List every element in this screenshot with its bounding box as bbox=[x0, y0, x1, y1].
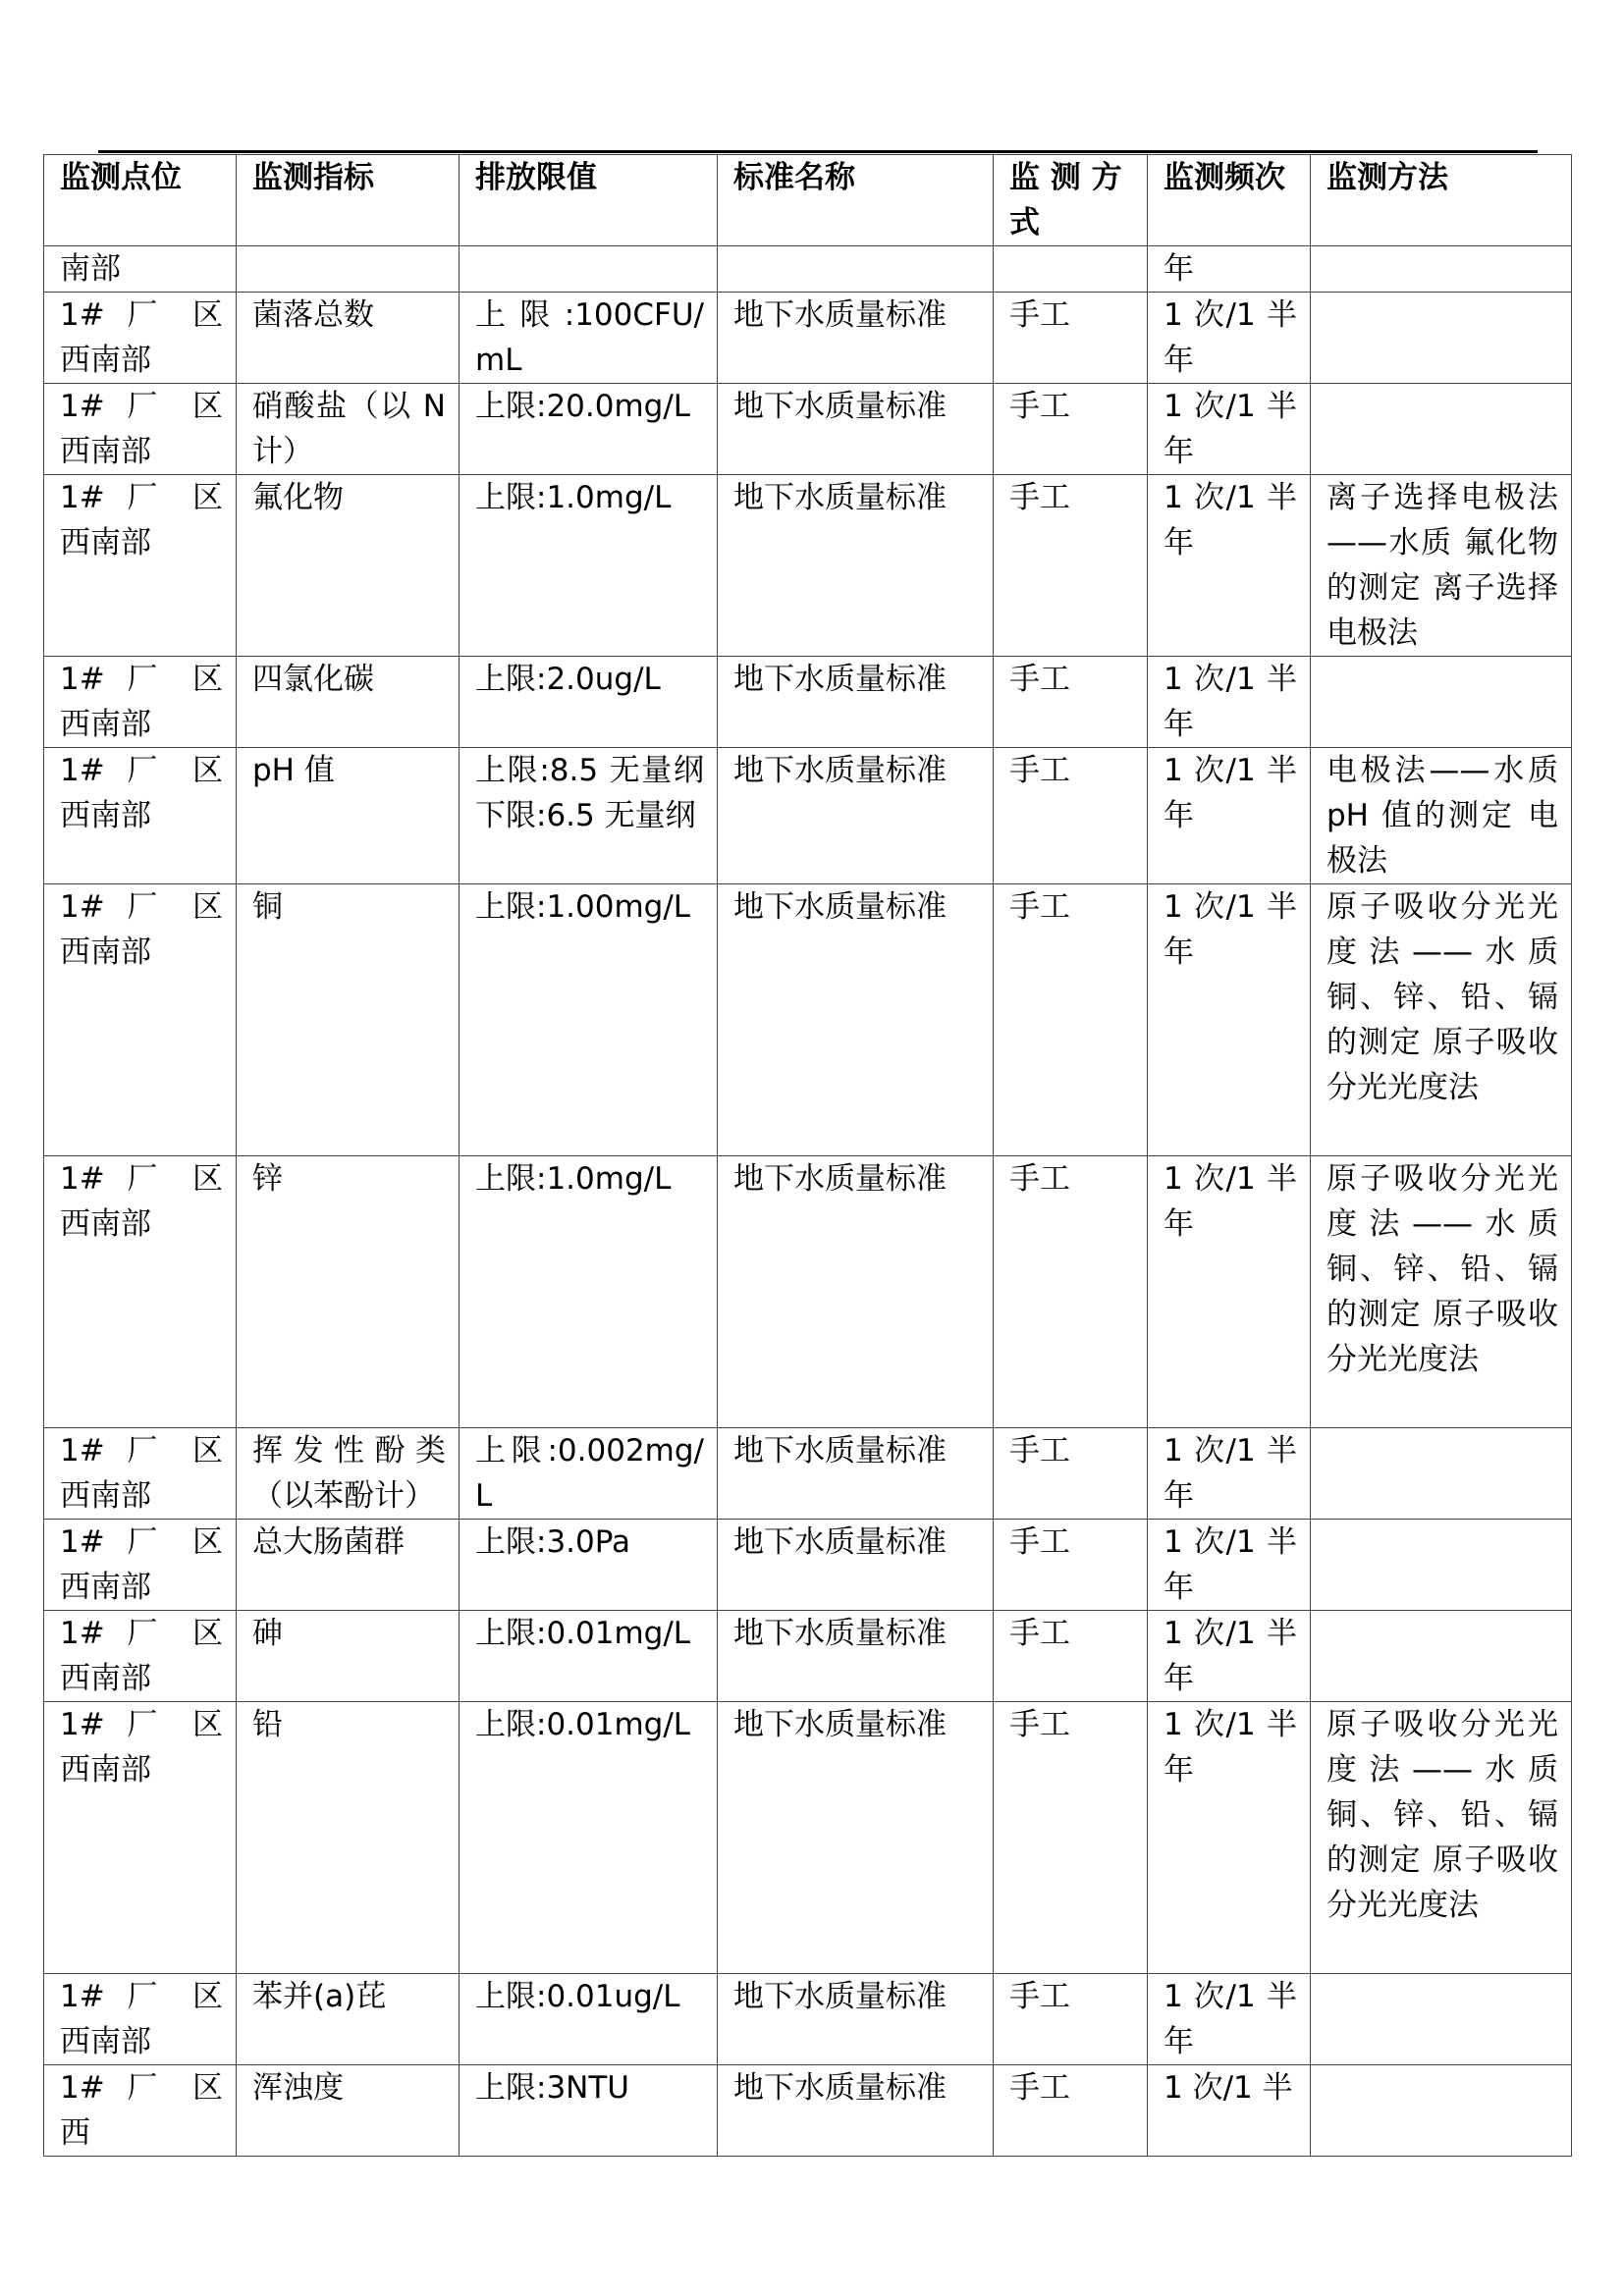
cell-indicator: 砷 bbox=[237, 1611, 460, 1702]
cell-standard: 地下水质量标准 bbox=[718, 657, 994, 748]
table-row bbox=[44, 2065, 1572, 2157]
cell-limit: 上限:20.0mg/L bbox=[460, 384, 718, 475]
cell-limit: 上限:8.5 无量纲 下限:6.5 无量纲 bbox=[460, 748, 718, 884]
table-row bbox=[44, 1156, 1572, 1428]
cell-mode: 手工 bbox=[994, 657, 1148, 748]
cell-mode: 手工 bbox=[994, 2065, 1148, 2157]
cell-method bbox=[1311, 1974, 1572, 2065]
cell-location: 1# 厂 区 西 bbox=[44, 2065, 237, 2157]
table-row bbox=[44, 246, 1572, 293]
cell-limit: 上限:3.0Pa bbox=[460, 1520, 718, 1611]
table-row bbox=[44, 1428, 1572, 1520]
cell-limit: 上限:100CFU/mL bbox=[460, 293, 718, 384]
header-indicator: 监测指标 bbox=[237, 155, 460, 246]
cell-standard: 地下水质量标准 bbox=[718, 2065, 994, 2157]
cell-frequency: 1 次/1 半年 bbox=[1148, 384, 1311, 475]
header-standard: 标准名称 bbox=[718, 155, 994, 246]
cell-indicator: 挥发性酚类（以苯酚计） bbox=[237, 1428, 460, 1520]
cell-standard bbox=[718, 246, 994, 293]
cell-location: 1# 厂 区 西南部 bbox=[44, 293, 237, 384]
cell-location: 1# 厂 区 西南部 bbox=[44, 1156, 237, 1428]
cell-frequency: 1 次/1 半 bbox=[1148, 2065, 1311, 2157]
cell-frequency: 1 次/1 半年 bbox=[1148, 657, 1311, 748]
cell-frequency: 1 次/1 半年 bbox=[1148, 748, 1311, 884]
cell-standard: 地下水质量标准 bbox=[718, 1428, 994, 1520]
cell-limit: 上限:0.01ug/L bbox=[460, 1974, 718, 2065]
top-rule bbox=[98, 150, 1538, 153]
cell-standard: 地下水质量标准 bbox=[718, 1702, 994, 1974]
cell-indicator: 菌落总数 bbox=[237, 293, 460, 384]
cell-method bbox=[1311, 1611, 1572, 1702]
cell-method bbox=[1311, 2065, 1572, 2157]
table-row bbox=[44, 1702, 1572, 1974]
table-row bbox=[44, 1974, 1572, 2065]
cell-method bbox=[1311, 293, 1572, 384]
cell-mode: 手工 bbox=[994, 1428, 1148, 1520]
cell-location: 1# 厂 区 西南部 bbox=[44, 475, 237, 657]
cell-standard: 地下水质量标准 bbox=[718, 1611, 994, 1702]
cell-mode: 手工 bbox=[994, 1156, 1148, 1428]
header-frequency: 监测频次 bbox=[1148, 155, 1311, 246]
cell-method bbox=[1311, 246, 1572, 293]
header-row bbox=[44, 155, 1572, 246]
cell-standard: 地下水质量标准 bbox=[718, 748, 994, 884]
table-row bbox=[44, 1611, 1572, 1702]
cell-limit: 上限:3NTU bbox=[460, 2065, 718, 2157]
cell-frequency: 1 次/1 半年 bbox=[1148, 1611, 1311, 1702]
cell-standard: 地下水质量标准 bbox=[718, 293, 994, 384]
cell-mode: 手工 bbox=[994, 1611, 1148, 1702]
cell-frequency: 1 次/1 半年 bbox=[1148, 1428, 1311, 1520]
cell-indicator: pH 值 bbox=[237, 748, 460, 884]
cell-mode: 手工 bbox=[994, 293, 1148, 384]
cell-indicator bbox=[237, 246, 460, 293]
cell-indicator: 四氯化碳 bbox=[237, 657, 460, 748]
cell-indicator: 浑浊度 bbox=[237, 2065, 460, 2157]
cell-mode: 手工 bbox=[994, 884, 1148, 1156]
cell-indicator: 硝酸盐（以 N 计） bbox=[237, 384, 460, 475]
cell-method bbox=[1311, 1520, 1572, 1611]
cell-location: 1# 厂 区 西南部 bbox=[44, 1428, 237, 1520]
header-limit: 排放限值 bbox=[460, 155, 718, 246]
cell-method: 离子选择电极法——水质 氟化物的测定 离子选择电极法 bbox=[1311, 475, 1572, 657]
cell-location: 1# 厂 区 西南部 bbox=[44, 884, 237, 1156]
cell-standard: 地下水质量标准 bbox=[718, 384, 994, 475]
cell-location: 南部 bbox=[44, 246, 237, 293]
table-row bbox=[44, 475, 1572, 657]
cell-frequency: 1 次/1 半年 bbox=[1148, 1702, 1311, 1974]
cell-location: 1# 厂 区 西南部 bbox=[44, 748, 237, 884]
table-row bbox=[44, 748, 1572, 884]
monitoring-table bbox=[43, 154, 1572, 2157]
cell-method bbox=[1311, 657, 1572, 748]
cell-location: 1# 厂 区 西南部 bbox=[44, 1520, 237, 1611]
cell-frequency: 1 次/1 半年 bbox=[1148, 884, 1311, 1156]
cell-frequency: 1 次/1 半年 bbox=[1148, 293, 1311, 384]
cell-indicator: 锌 bbox=[237, 1156, 460, 1428]
cell-mode: 手工 bbox=[994, 748, 1148, 884]
cell-location: 1# 厂 区 西南部 bbox=[44, 1611, 237, 1702]
cell-location: 1# 厂 区 西南部 bbox=[44, 1974, 237, 2065]
cell-limit: 上限:0.002mg/L bbox=[460, 1428, 718, 1520]
cell-standard: 地下水质量标准 bbox=[718, 1974, 994, 2065]
cell-standard: 地下水质量标准 bbox=[718, 1156, 994, 1428]
cell-indicator: 铜 bbox=[237, 884, 460, 1156]
table-row bbox=[44, 884, 1572, 1156]
table-row bbox=[44, 384, 1572, 475]
cell-frequency: 年 bbox=[1148, 246, 1311, 293]
cell-mode bbox=[994, 246, 1148, 293]
cell-standard: 地下水质量标准 bbox=[718, 475, 994, 657]
cell-standard: 地下水质量标准 bbox=[718, 1520, 994, 1611]
cell-frequency: 1 次/1 半年 bbox=[1148, 1520, 1311, 1611]
cell-location: 1# 厂 区 西南部 bbox=[44, 1702, 237, 1974]
cell-mode: 手工 bbox=[994, 1702, 1148, 1974]
cell-method bbox=[1311, 384, 1572, 475]
cell-limit: 上限:1.0mg/L bbox=[460, 1156, 718, 1428]
cell-method bbox=[1311, 1428, 1572, 1520]
cell-method: 原子吸收分光光度法——水质 铜、锌、铅、镉的测定 原子吸收分光光度法 bbox=[1311, 1156, 1572, 1428]
cell-indicator: 氟化物 bbox=[237, 475, 460, 657]
cell-limit bbox=[460, 246, 718, 293]
cell-limit: 上限:0.01mg/L bbox=[460, 1611, 718, 1702]
cell-method: 原子吸收分光光度法——水质 铜、锌、铅、镉的测定 原子吸收分光光度法 bbox=[1311, 1702, 1572, 1974]
cell-frequency: 1 次/1 半年 bbox=[1148, 1156, 1311, 1428]
cell-location: 1# 厂 区 西南部 bbox=[44, 657, 237, 748]
header-location: 监测点位 bbox=[44, 155, 237, 246]
cell-method: 原子吸收分光光度法——水质 铜、锌、铅、镉的测定 原子吸收分光光度法 bbox=[1311, 884, 1572, 1156]
cell-limit: 上限:2.0ug/L bbox=[460, 657, 718, 748]
cell-frequency: 1 次/1 半年 bbox=[1148, 475, 1311, 657]
header-method: 监测方法 bbox=[1311, 155, 1572, 246]
cell-limit: 上限:0.01mg/L bbox=[460, 1702, 718, 1974]
table-row bbox=[44, 1520, 1572, 1611]
cell-indicator: 铅 bbox=[237, 1702, 460, 1974]
header-mode: 监 测 方式 bbox=[994, 155, 1148, 246]
cell-limit: 上限:1.0mg/L bbox=[460, 475, 718, 657]
cell-frequency: 1 次/1 半年 bbox=[1148, 1974, 1311, 2065]
cell-mode: 手工 bbox=[994, 475, 1148, 657]
cell-indicator: 总大肠菌群 bbox=[237, 1520, 460, 1611]
table-row bbox=[44, 293, 1572, 384]
cell-standard: 地下水质量标准 bbox=[718, 884, 994, 1156]
cell-limit: 上限:1.00mg/L bbox=[460, 884, 718, 1156]
table-body bbox=[44, 246, 1572, 2157]
cell-mode: 手工 bbox=[994, 384, 1148, 475]
cell-mode: 手工 bbox=[994, 1974, 1148, 2065]
cell-method: 电极法——水质 pH 值的测定 电极法 bbox=[1311, 748, 1572, 884]
table-row bbox=[44, 657, 1572, 748]
cell-indicator: 苯并(a)芘 bbox=[237, 1974, 460, 2065]
cell-location: 1# 厂 区 西南部 bbox=[44, 384, 237, 475]
cell-mode: 手工 bbox=[994, 1520, 1148, 1611]
